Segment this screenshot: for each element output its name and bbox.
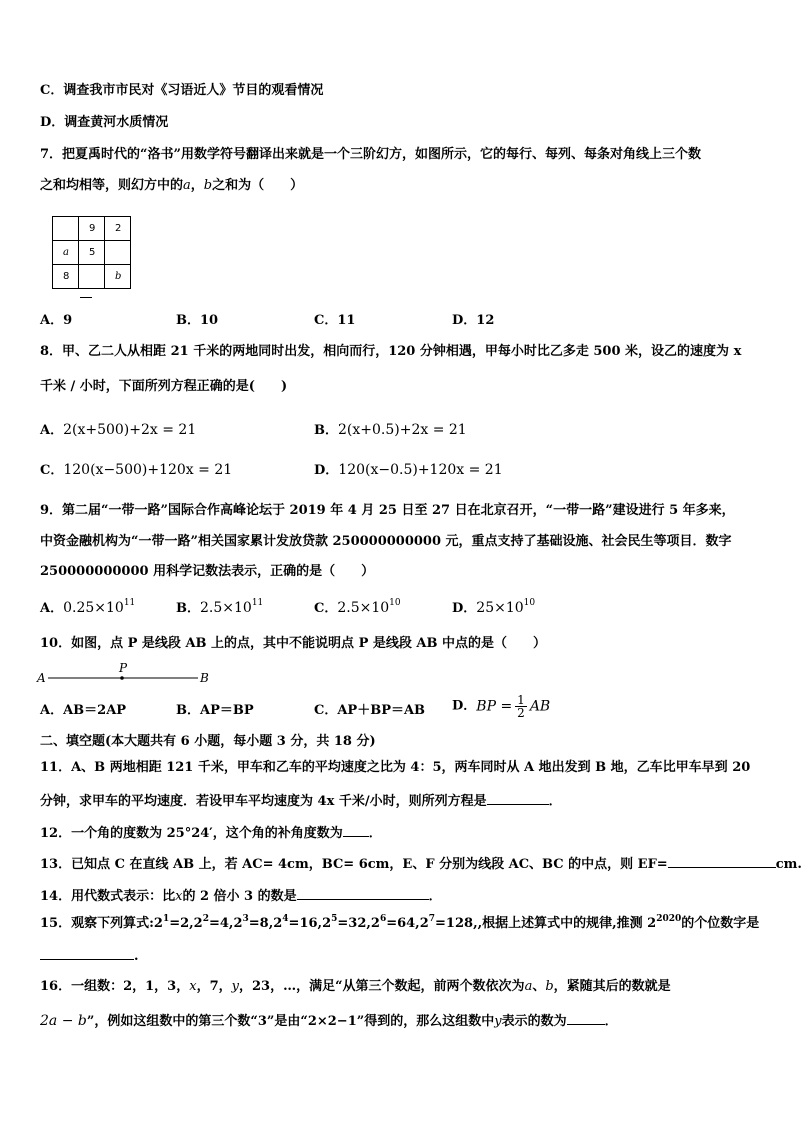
q16-sep: 、 [532, 979, 546, 994]
value: =16, [288, 916, 323, 931]
q6-option-d: D．调查黄河水质情况 [40, 115, 169, 130]
option-label: B． [176, 601, 200, 616]
q8-stem-line1: 8．甲、乙二人从相距 21 千米的两地同时出发，相向而行，120 分钟相遇，甲每小时比乙多走 500 米，设乙的速度为 x [40, 344, 742, 359]
exponent: 2 [202, 913, 209, 924]
value: =8, [248, 916, 274, 931]
q14-text2: 的 2 倍小 3 的数是 [182, 889, 297, 904]
q12-text: 12．一个角的度数为 25°24′，这个角的补角度数为 [40, 826, 343, 841]
cell-r1c2: 9 [79, 217, 105, 241]
q8-option-c [40, 461, 232, 480]
q7-stem-line2 [40, 177, 303, 195]
q11-stem-line2 [40, 790, 562, 811]
option-label: A． [40, 601, 64, 616]
equation: 120(x−500)+120x = 21 [63, 462, 233, 478]
option-label: C． [314, 601, 338, 616]
q7-stem-end: 之和为（ ） [212, 178, 304, 193]
value: =32, [337, 916, 371, 931]
q7-stem-text: 之和均相等，则幻方中的 [40, 178, 184, 193]
power-term [153, 913, 194, 931]
var-b: b [545, 979, 554, 994]
q9-stem-line3: 250000000000 用科学记数法表示，正确的是（ ） [40, 564, 375, 579]
magic-square [52, 216, 131, 289]
cell-r1c3: 2 [105, 217, 131, 241]
segment-ab-figure [36, 660, 216, 690]
answer-blank[interactable] [668, 853, 776, 868]
base: 2.5×10 [337, 600, 390, 616]
q7-stem-line1: 7．把夏禹时代的“洛书”用数学符号翻译出来就是一个三阶幻方，如图所示，它的每行、每列、每条对角线上三个数 [40, 147, 702, 162]
exponent: 1 [162, 913, 170, 924]
value: =2, [169, 916, 194, 931]
exponent: 7 [428, 913, 436, 924]
base: 2 [273, 916, 283, 931]
q8-option-a [40, 421, 196, 440]
equation: 120(x−0.5)+120x = 21 [338, 462, 503, 478]
q16-text: ，23，…，满足“从第三个数起，前两个数依次为 [238, 979, 525, 994]
var-a: a [524, 979, 533, 994]
q9-stem-line2: 中资金融机构为“一带一路”相关国家累计发放贷款 250000000000 元，重点支持了基础设施、社会民生等项目．数字 [40, 534, 732, 549]
equation-lhs: BP = [476, 698, 513, 715]
point-p [120, 676, 124, 680]
q16-text: ”，例如这组数中的第三个数“3”是由“2×2−1”得到的，那么这组数中 [86, 1014, 495, 1029]
q12 [40, 822, 382, 843]
var-a: a [183, 178, 191, 193]
power-term [370, 913, 420, 931]
exponent: 4 [282, 913, 289, 924]
q15-sequence [153, 913, 474, 931]
section-heading-fill-in: 二、填空题(本大题共有 6 小题，每小题 3 分，共 18 分) [40, 734, 376, 749]
q14 [40, 885, 442, 906]
q8-option-b [314, 421, 467, 440]
q16-comma: ，7， [196, 979, 232, 994]
base: 2 [233, 916, 243, 931]
q10-option-b: B．AP＝BP [176, 703, 254, 718]
var-b: b [203, 178, 213, 193]
scientific-notation [476, 600, 535, 616]
exponent: 11 [251, 598, 264, 609]
q15-line1 [40, 915, 759, 933]
grid-underline-mark [80, 297, 92, 298]
base: 2 [419, 916, 429, 931]
denominator: 2 [517, 706, 525, 720]
answer-blank[interactable] [343, 822, 369, 837]
q13-end: cm. [775, 857, 802, 872]
value: =4, [208, 916, 234, 931]
base: 2 [153, 916, 163, 931]
scientific-notation [337, 600, 400, 616]
numerator: 1 [517, 693, 525, 707]
q9-option-d [452, 599, 535, 618]
q11-text: 分钟，求甲车的平均速度．若设甲车平均速度为 4x 千米/小时，则所列方程是 [40, 794, 487, 809]
cell-r3c3: b [105, 265, 131, 289]
q16-text: 表示的数为 [501, 1014, 567, 1029]
equation-rhs: AB [529, 698, 551, 715]
answer-blank[interactable] [297, 885, 429, 900]
base: 0.25×10 [63, 600, 124, 616]
var-x: x [175, 889, 183, 904]
q8-option-d [314, 461, 503, 480]
exponent: 10 [389, 598, 401, 609]
q15-line2 [40, 945, 139, 966]
q9-option-c [314, 599, 401, 618]
equation: 2(x+0.5)+2x = 21 [338, 422, 467, 438]
value: =128 [435, 916, 474, 931]
exponent: 6 [379, 913, 387, 924]
option-label: D． [452, 698, 477, 714]
label-a: A [37, 671, 46, 685]
power-term [233, 913, 274, 931]
exponent: 10 [523, 598, 536, 609]
separator: ， [190, 178, 204, 193]
base: 2 [193, 916, 203, 931]
q14-text: 14．用代数式表示：比 [40, 889, 176, 904]
cell-r2c3 [105, 241, 131, 265]
exponent: 3 [242, 913, 249, 924]
option-label: A． [40, 423, 64, 438]
q7-option-a: A．9 [40, 313, 73, 328]
q16-text: 16．一组数：2，1，3， [40, 979, 190, 994]
cell-r3c1: 8 [53, 265, 79, 289]
q11-stem-line1: 11．A、B 两地相距 121 千米，甲车和乙车的平均速度之比为 4：5，两车同时从 A 地出发到 B 地，乙车比甲车早到 20 [40, 760, 751, 775]
cell-r1c1 [53, 217, 79, 241]
var-x: x [189, 979, 197, 994]
value: =64, [386, 916, 420, 931]
cell-r2c1: a [53, 241, 79, 265]
option-label: D． [452, 601, 477, 616]
q16-expression: 2a − b [40, 1013, 87, 1029]
q16-end: ． [604, 1014, 618, 1029]
power-term [419, 913, 474, 931]
q15-tail: 的个位数字是 [681, 916, 760, 931]
option-label: D． [314, 463, 339, 478]
q15-prefix: 15．观察下列算式: [40, 916, 154, 931]
var-y: y [231, 979, 239, 994]
q6-option-c: C．调查我市市民对《习语近人》节目的观看情况 [40, 83, 324, 98]
q10-option-d [452, 694, 550, 719]
q16-text: ，紧随其后的数就是 [553, 979, 671, 994]
q8-stem-line2: 千米 / 小时，下面所列方程正确的是( ) [40, 379, 288, 394]
answer-blank[interactable] [487, 790, 549, 805]
exponent: 11 [123, 598, 136, 609]
q16-line1 [40, 978, 671, 996]
q12-end: ． [368, 826, 382, 841]
q7-option-c: C．11 [314, 313, 356, 328]
power-term [193, 913, 234, 931]
q10-stem: 10．如图，点 P 是线段 AB 上的点，其中不能说明点 P 是线段 AB 中点的是（ ） [40, 636, 546, 651]
scientific-notation [200, 600, 263, 616]
q15-end: . [134, 949, 139, 964]
exponent: 5 [331, 913, 338, 924]
power-term [322, 913, 371, 931]
q14-end: ． [428, 889, 442, 904]
option-label: C． [40, 463, 64, 478]
answer-blank[interactable] [40, 945, 134, 960]
base: 25×10 [476, 600, 524, 616]
q16-line2 [40, 1010, 618, 1031]
q13-text: 13．已知点 C 在直线 AB 上，若 AC= 4cm，BC= 6cm，E、F 分别为线段 AC、BC 的中点，则 EF= [40, 857, 668, 872]
q11-end: ． [548, 794, 562, 809]
answer-blank[interactable] [567, 1010, 605, 1025]
fraction-one-half [515, 694, 527, 719]
option-label: B． [314, 423, 338, 438]
q7-option-b: B．10 [176, 313, 219, 328]
q9-option-b [176, 599, 263, 618]
q13 [40, 853, 802, 874]
label-p: P [119, 661, 128, 675]
q7-option-d: D．12 [452, 313, 495, 328]
var-y: y [494, 1014, 502, 1029]
q15-exponent: 2020 [656, 913, 682, 924]
cell-r3c2 [79, 265, 105, 289]
base: 2.5×10 [200, 600, 252, 616]
q9-stem-line1: 9．第二届“一带一路”国际合作高峰论坛于 2019 年 4 月 25 日至 27 日在北京召开，“一带一路”建设进行 5 年多来， [40, 503, 735, 518]
cell-r2c2: 5 [79, 241, 105, 265]
q15-mid: ,,根据上述算式中的规律,推测 2 [473, 916, 657, 931]
label-b: B [200, 671, 209, 685]
scientific-notation [63, 600, 135, 616]
base: 2 [322, 916, 332, 931]
power-term [273, 913, 323, 931]
q10-option-a: A．AB＝2AP [40, 703, 127, 718]
q10-option-c: C．AP＋BP＝AB [314, 703, 426, 718]
equation: 2(x+500)+2x = 21 [63, 422, 197, 438]
base: 2 [370, 916, 380, 931]
q9-option-a [40, 599, 135, 618]
